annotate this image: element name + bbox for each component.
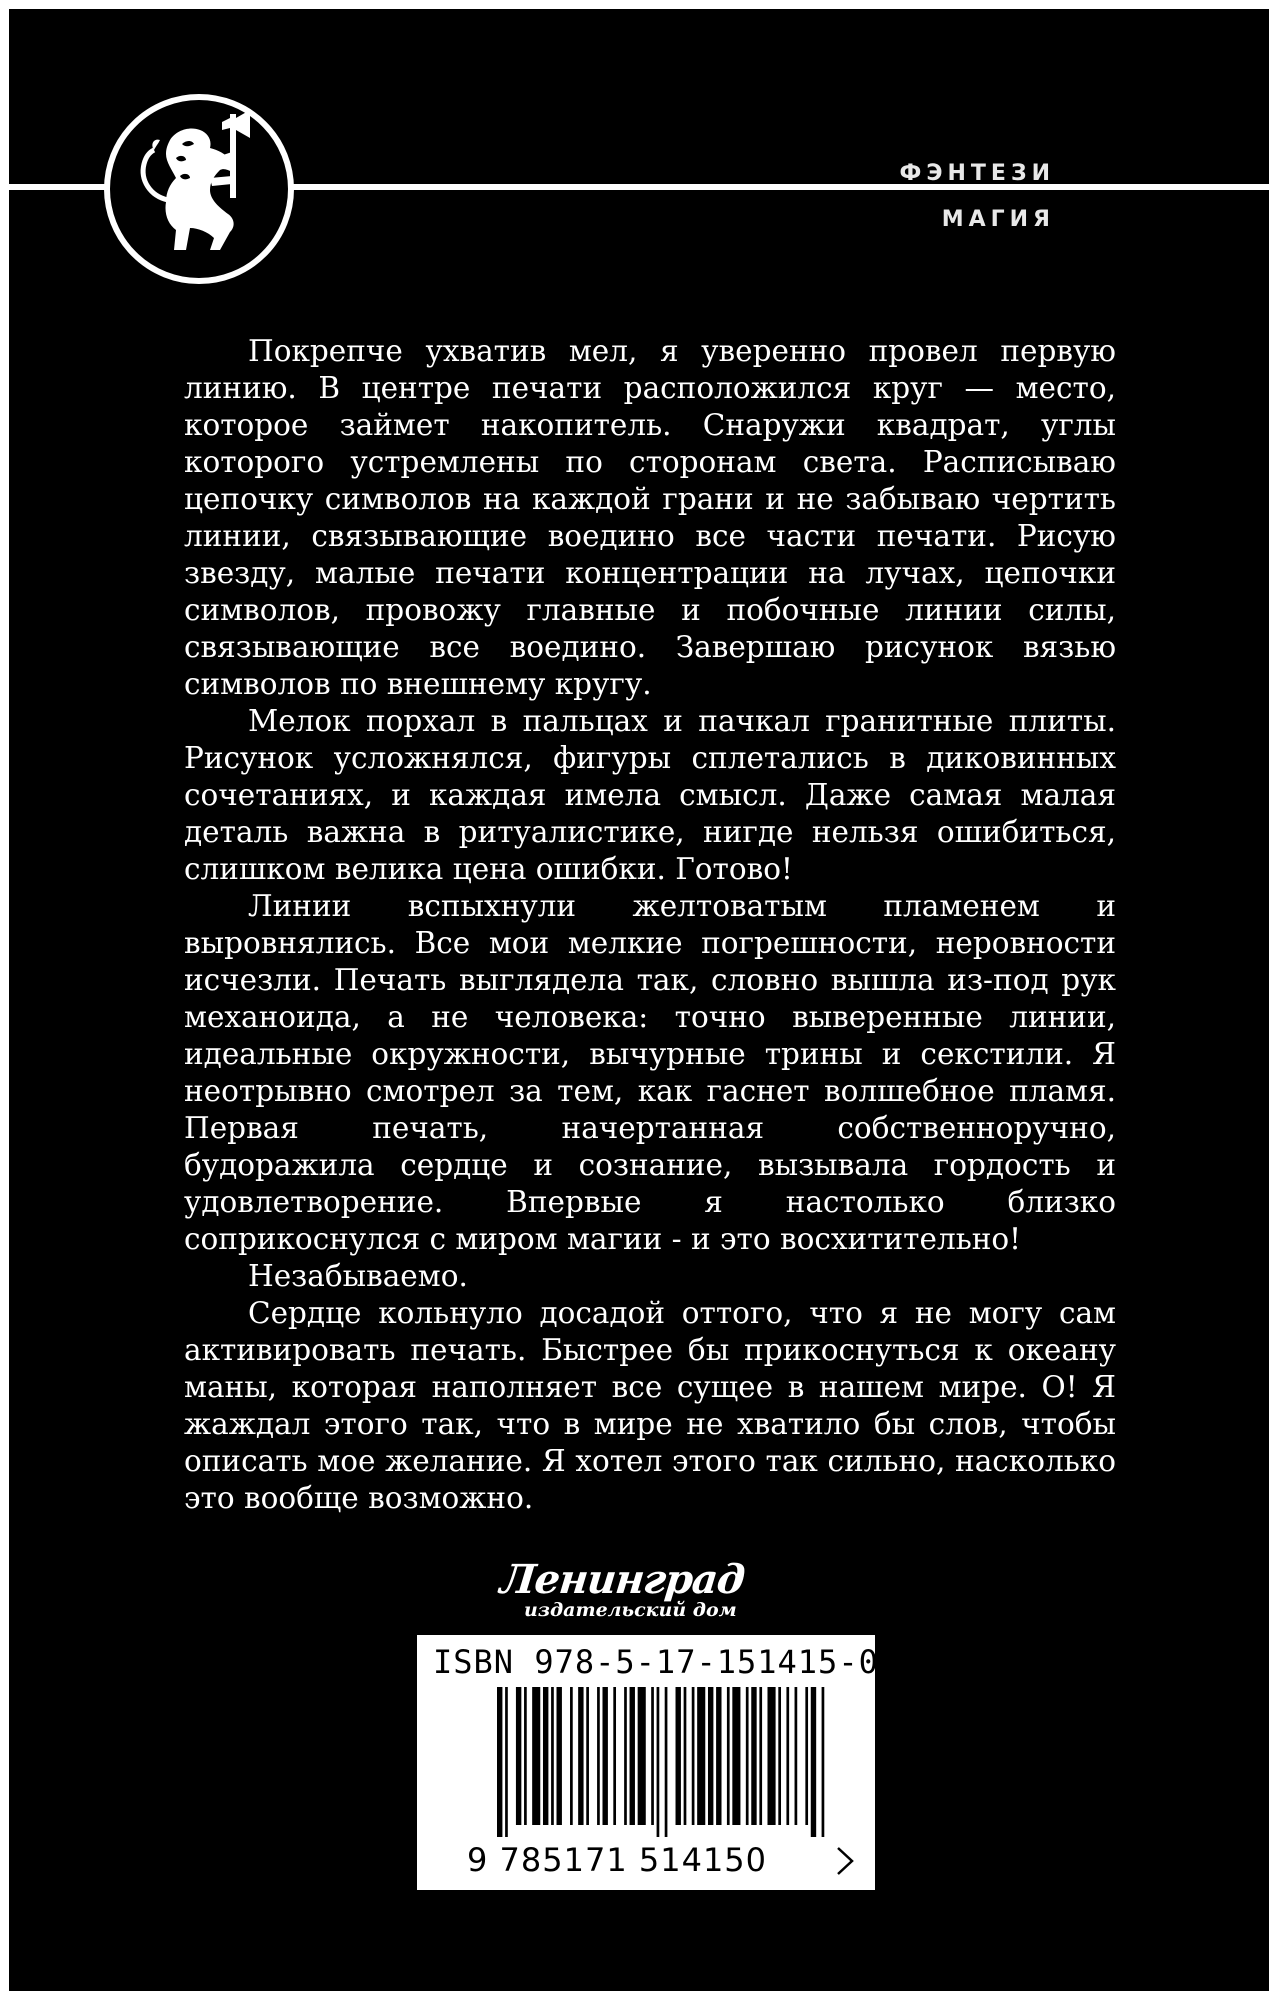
barcode-bar (665, 1687, 668, 1837)
isbn-label: ISBN 978-5-17-151415-0 (433, 1643, 879, 1681)
barcode-bar (727, 1687, 730, 1825)
barcode-bar (551, 1687, 554, 1825)
barcode-bar (505, 1687, 508, 1837)
barcode-bar (543, 1687, 548, 1825)
barcode-bar (767, 1687, 775, 1825)
lion-emblem (104, 94, 294, 284)
publisher-name: Ленинград (498, 1556, 747, 1603)
publisher-logo (484, 1557, 790, 1629)
barcode-bar (657, 1687, 660, 1837)
barcode-bar (651, 1687, 654, 1825)
barcode-bar (557, 1687, 562, 1825)
barcode-bar (692, 1687, 695, 1825)
genre-label: МАГИЯ (941, 207, 1055, 232)
publisher-tagline: издательский дом (524, 1599, 737, 1621)
barcode-bar (586, 1687, 589, 1825)
barcode-bar (524, 1687, 527, 1825)
barcode-bar (684, 1687, 687, 1825)
barcode-bar (805, 1687, 808, 1825)
blurb (184, 333, 1116, 1517)
rampant-lion-with-axe-icon (110, 100, 288, 278)
barcode-bar (786, 1687, 789, 1825)
barcode-bar (795, 1687, 798, 1825)
barcode-bar (602, 1687, 607, 1825)
barcode-bar (570, 1687, 573, 1825)
barcode-bar (624, 1687, 627, 1825)
barcode-bar (746, 1687, 749, 1825)
barcode-bar (578, 1687, 583, 1825)
blurb-paragraph: Мелок порхал в пальцах и пачкал гранитные плиты. Рисунок усложнялся, фигуры сплетались в диковинных сочетаниях, и каждая имела смысл. Даже самая малая деталь важна в ритуалистике, нигде нельзя ошибиться, слишком велика цена ошибки. Готово! (184, 704, 1116, 886)
blurb-paragraph: Линии вспыхнули желтоватым пламенем и выровнялись. Все мои мелкие погрешности, неровности исчезли. Печать выглядела так, словно вышла из-под рук механоида, а не человека: точно выверенные линии, идеальные окружности, вычурные трины и секстили. Я неотрывно смотрел за тем, как гаснет волшебное пламя. Первая печать, начертанная собственноручно, будоражила сердце и сознание, вызывала гордость и удовлетворение. Впервые я настолько близко соприкоснулся с миром магии - и это восхитительно! (184, 889, 1116, 1256)
barcode-bar (716, 1687, 721, 1825)
barcode-bar (822, 1687, 825, 1837)
barcode-bar (778, 1687, 781, 1825)
blurb-paragraph: Незабываемо. (248, 1259, 468, 1293)
barcode-bars (497, 1687, 827, 1837)
barcode-bar (532, 1687, 540, 1825)
barcode-bar (811, 1687, 816, 1837)
barcode-digits: 9 785171 514150 (467, 1841, 768, 1879)
barcode-bar (516, 1687, 521, 1825)
blurb-paragraph: Сердце кольнуло досадой оттого, что я не могу сам активировать печать. Быстрее бы прикоснуться к океану маны, которая наполняет все сущее в нашем мире. О! Я жаждал этого так, что в мире не хватило бы слов, чтобы описать мое желание. Я хотел этого так сильно, насколько это вообще возможно. (184, 1296, 1116, 1515)
barcode-bar (613, 1687, 616, 1825)
barcode-bar (759, 1687, 762, 1825)
genre-label: ФЭНТЕЗИ (899, 161, 1055, 186)
genre-labels (900, 151, 1055, 243)
barcode-bar (676, 1687, 681, 1825)
back-cover (9, 9, 1269, 1991)
barcode-bar (697, 1687, 705, 1825)
chevron-right-icon (835, 1845, 855, 1877)
barcode-bar (630, 1687, 635, 1825)
barcode-bar (597, 1687, 600, 1825)
isbn-barcode (417, 1635, 879, 1890)
barcode-bar (751, 1687, 756, 1825)
barcode-bar (497, 1687, 502, 1837)
blurb-paragraph: Покрепче ухватив мел, я уверенно провел первую линию. В центре печати расположился круг — место, которое займет накопитель. Снаружи квадрат, углы которого устремлены по сторонам света. Расписываю цепочку символов на каждой грани и не забываю чертить линии, связывающие воедино все части печати. Рисую звезду, малые печати концентрации на лучах, цепочки символов, провожу главные и побочные линии силы, связывающие все воедино. Завершаю рисунок вязью символов по внешнему кругу. (184, 334, 1116, 701)
barcode-bar (708, 1687, 713, 1825)
barcode-bar (732, 1687, 740, 1825)
barcode-bar (638, 1687, 646, 1825)
